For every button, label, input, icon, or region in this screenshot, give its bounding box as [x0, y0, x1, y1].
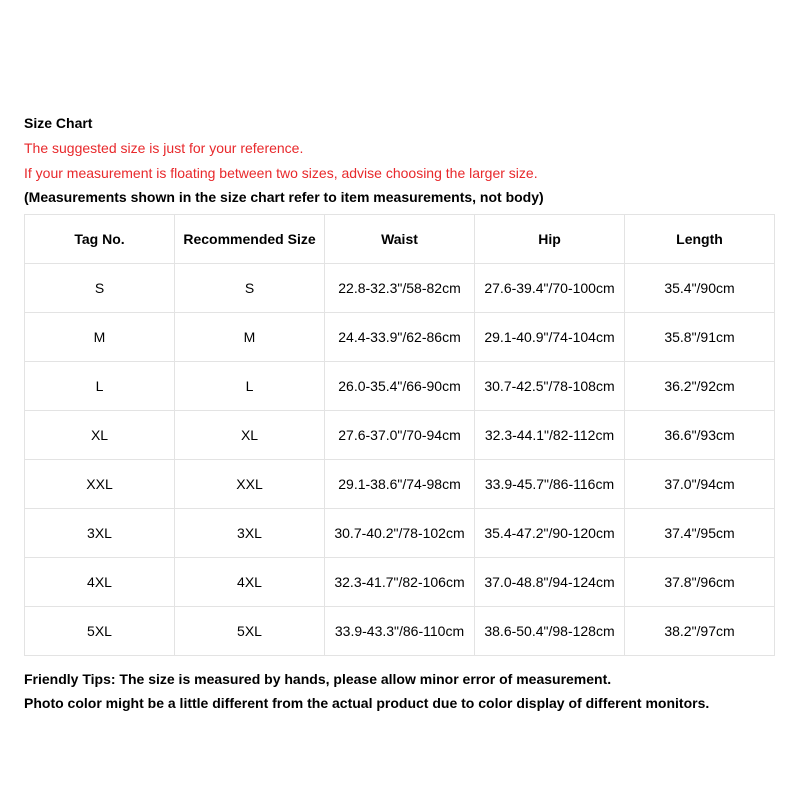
- cell-recommended-size: S: [175, 264, 325, 313]
- cell-waist: 27.6-37.0"/70-94cm: [325, 411, 475, 460]
- cell-length: 36.2"/92cm: [625, 362, 775, 411]
- column-header-hip: Hip: [475, 215, 625, 264]
- cell-recommended-size: 4XL: [175, 558, 325, 607]
- cell-tag: L: [25, 362, 175, 411]
- friendly-tip: Friendly Tips: The size is measured by hands, please allow minor error of measurement.: [24, 671, 612, 687]
- cell-waist: 32.3-41.7"/82-106cm: [325, 558, 475, 607]
- cell-tag: XL: [25, 411, 175, 460]
- cell-waist: 30.7-40.2"/78-102cm: [325, 509, 475, 558]
- table-header-row: [25, 215, 775, 264]
- cell-waist: 29.1-38.6"/74-98cm: [325, 460, 475, 509]
- table-row: [25, 264, 775, 313]
- cell-hip: 37.0-48.8"/94-124cm: [475, 558, 625, 607]
- cell-length: 35.8"/91cm: [625, 313, 775, 362]
- cell-hip: 33.9-45.7"/86-116cm: [475, 460, 625, 509]
- size-table: [24, 214, 775, 656]
- cell-hip: 38.6-50.4"/98-128cm: [475, 607, 625, 656]
- cell-tag: 3XL: [25, 509, 175, 558]
- cell-waist: 26.0-35.4"/66-90cm: [325, 362, 475, 411]
- reference-note: The suggested size is just for your reference.: [24, 140, 304, 156]
- cell-length: 37.8"/96cm: [625, 558, 775, 607]
- table-row: [25, 411, 775, 460]
- cell-tag: 5XL: [25, 607, 175, 656]
- cell-length: 35.4"/90cm: [625, 264, 775, 313]
- cell-waist: 33.9-43.3"/86-110cm: [325, 607, 475, 656]
- cell-waist: 22.8-32.3"/58-82cm: [325, 264, 475, 313]
- larger-size-advice: If your measurement is floating between two sizes, advise choosing the larger size.: [24, 165, 538, 181]
- cell-waist: 24.4-33.9"/62-86cm: [325, 313, 475, 362]
- cell-recommended-size: XXL: [175, 460, 325, 509]
- cell-length: 37.0"/94cm: [625, 460, 775, 509]
- cell-hip: 29.1-40.9"/74-104cm: [475, 313, 625, 362]
- cell-hip: 35.4-47.2"/90-120cm: [475, 509, 625, 558]
- table-row: [25, 607, 775, 656]
- cell-length: 37.4"/95cm: [625, 509, 775, 558]
- cell-recommended-size: XL: [175, 411, 325, 460]
- column-header-waist: Waist: [325, 215, 475, 264]
- table-row: [25, 558, 775, 607]
- column-header-recommended-size: Recommended Size: [175, 215, 325, 264]
- measurement-note: (Measurements shown in the size chart refer to item measurements, not body): [24, 189, 544, 205]
- cell-hip: 27.6-39.4"/70-100cm: [475, 264, 625, 313]
- cell-recommended-size: 3XL: [175, 509, 325, 558]
- column-header-length: Length: [625, 215, 775, 264]
- table-row: [25, 313, 775, 362]
- table-row: [25, 509, 775, 558]
- cell-length: 38.2"/97cm: [625, 607, 775, 656]
- cell-length: 36.6"/93cm: [625, 411, 775, 460]
- table-row: [25, 362, 775, 411]
- cell-tag: S: [25, 264, 175, 313]
- cell-recommended-size: M: [175, 313, 325, 362]
- table-row: [25, 460, 775, 509]
- cell-recommended-size: 5XL: [175, 607, 325, 656]
- cell-hip: 32.3-44.1"/82-112cm: [475, 411, 625, 460]
- color-disclaimer: Photo color might be a little different from the actual product due to color display of different monitors.: [24, 695, 710, 711]
- size-chart-title: Size Chart: [24, 115, 93, 131]
- column-header-tag: Tag No.: [25, 215, 175, 264]
- cell-tag: M: [25, 313, 175, 362]
- cell-tag: 4XL: [25, 558, 175, 607]
- cell-recommended-size: L: [175, 362, 325, 411]
- cell-tag: XXL: [25, 460, 175, 509]
- cell-hip: 30.7-42.5"/78-108cm: [475, 362, 625, 411]
